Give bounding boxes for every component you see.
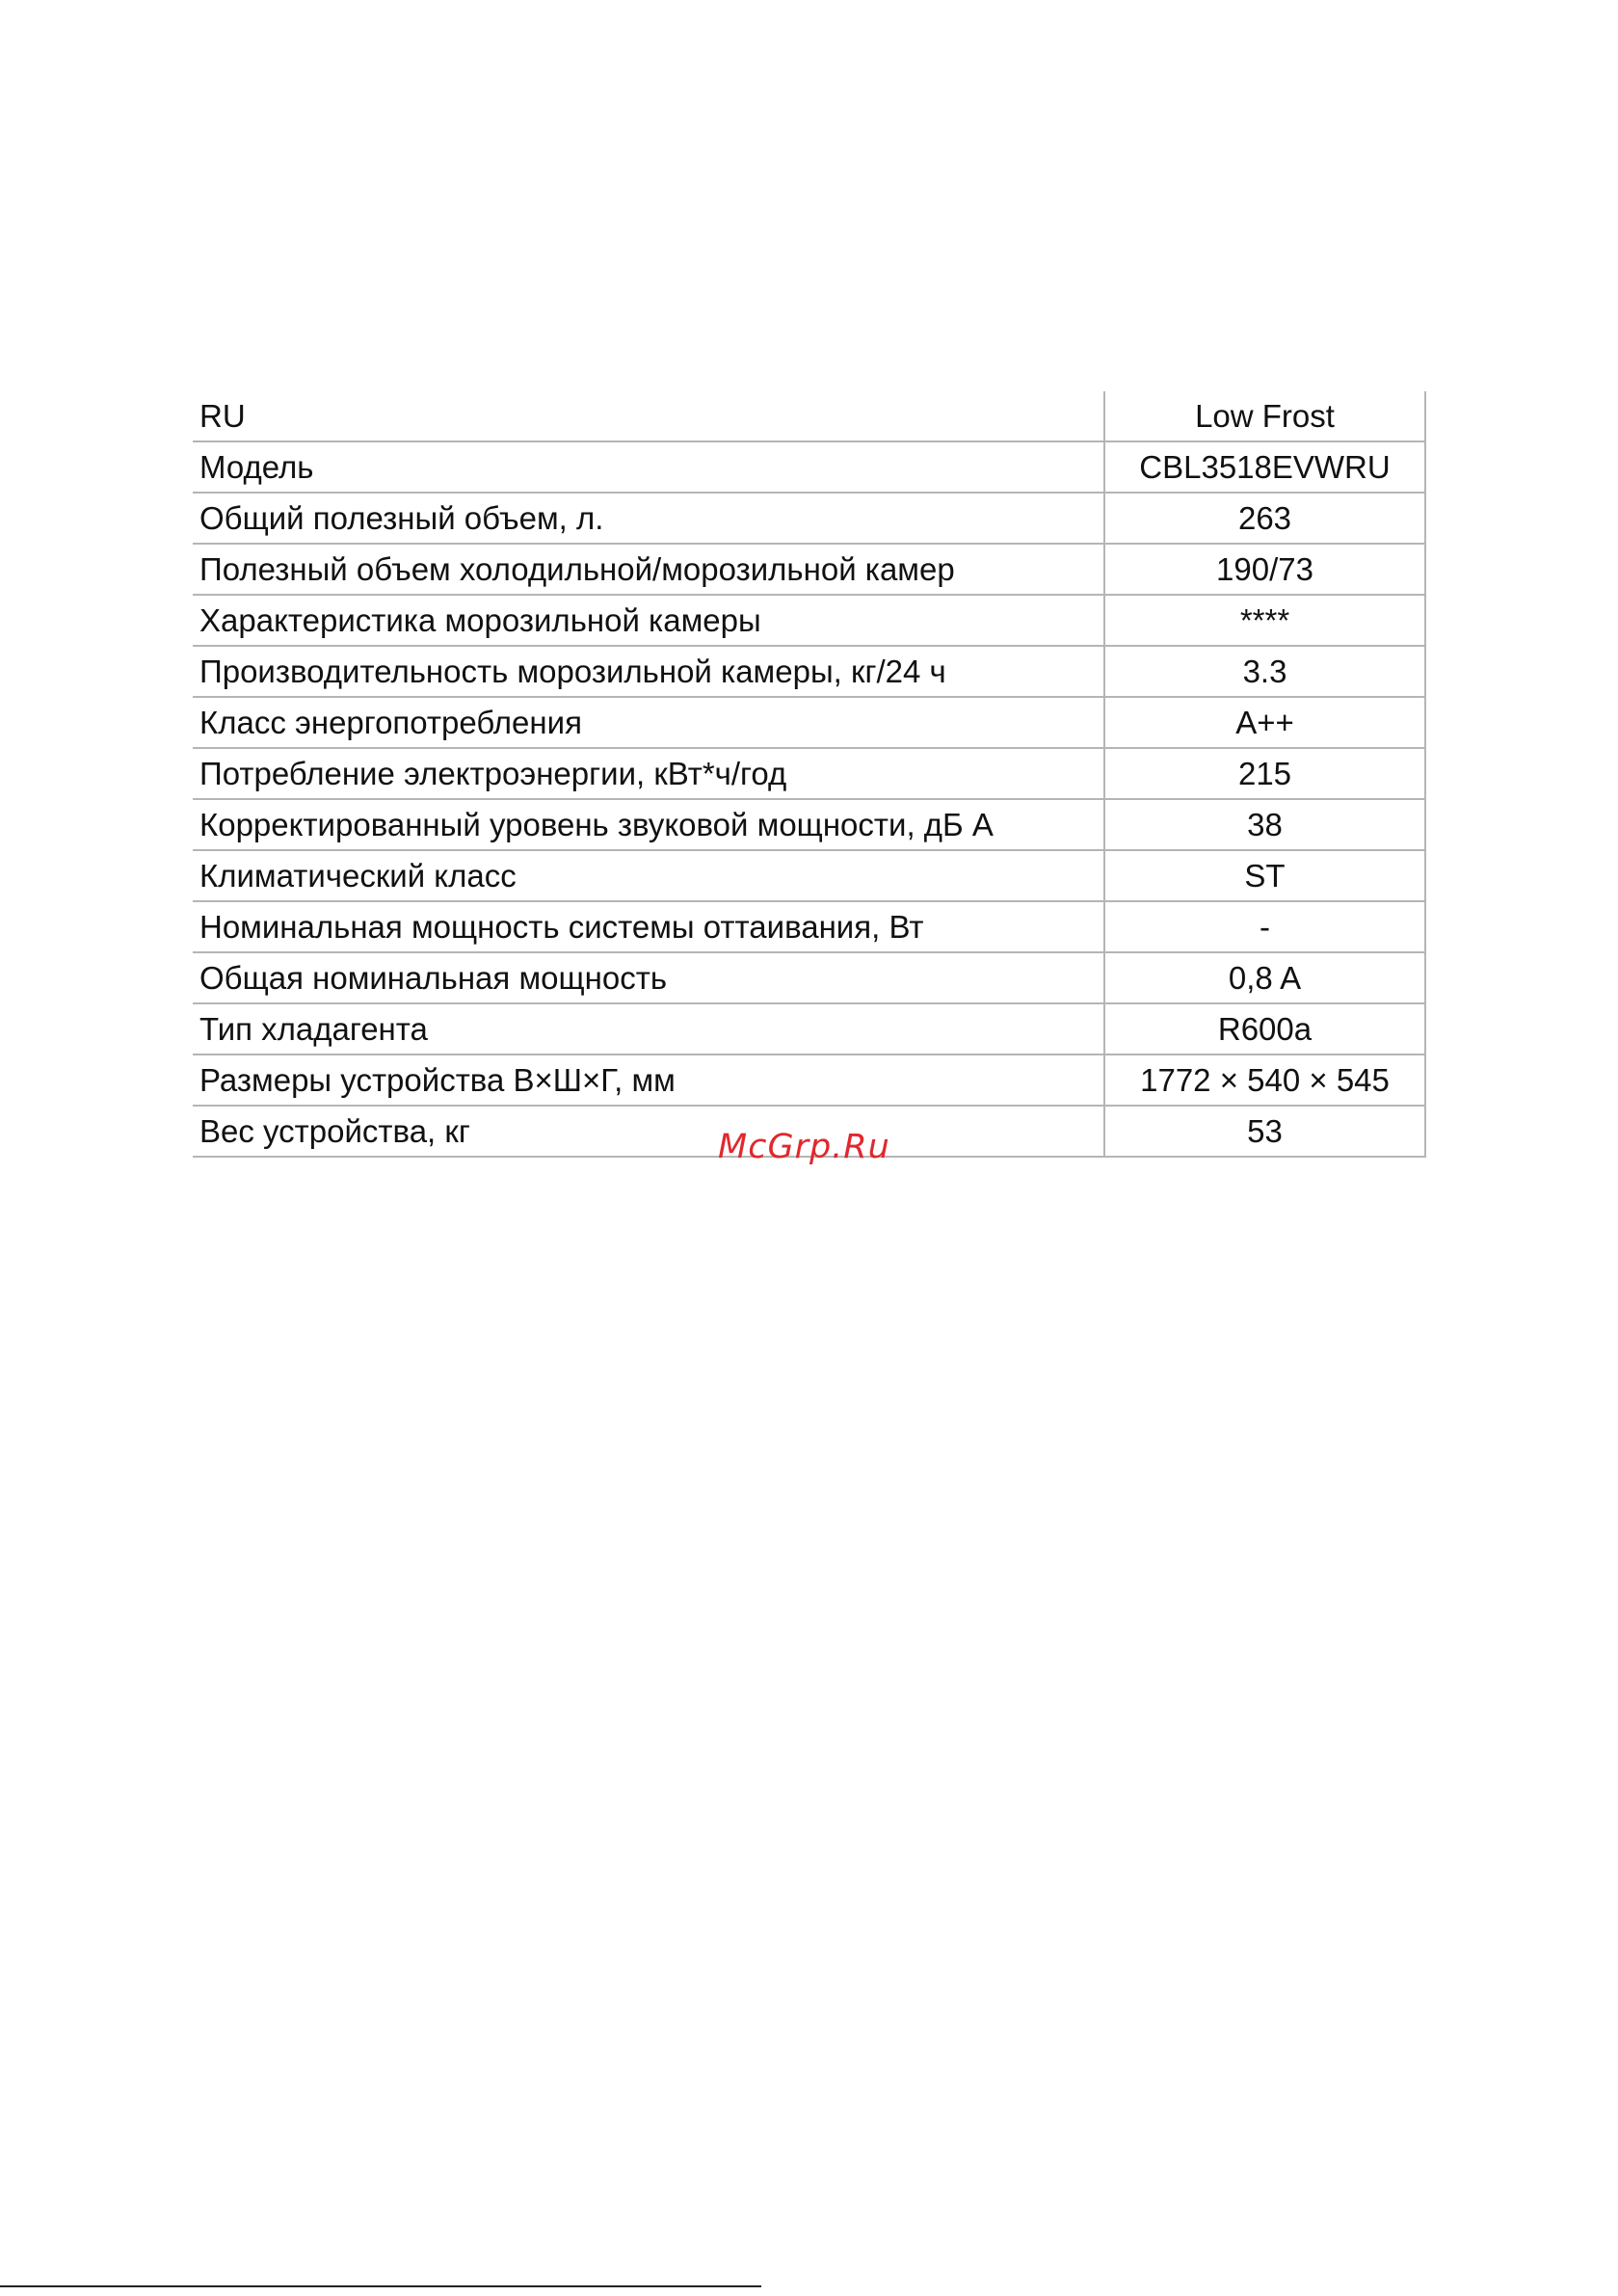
table-row (193, 493, 1425, 544)
table-row (193, 1003, 1425, 1055)
spec-value: **** (1104, 595, 1425, 646)
table-row (193, 646, 1425, 697)
spec-label: Потребление электроэнергии, кВт*ч/год (193, 748, 1104, 799)
spec-value: 263 (1104, 493, 1425, 544)
watermark-text: McGrp.Ru (718, 1128, 890, 1166)
spec-label: Размеры устройства В×Ш×Г, мм (193, 1055, 1104, 1106)
spec-value: 215 (1104, 748, 1425, 799)
spec-value: - (1104, 901, 1425, 952)
table-row (193, 697, 1425, 748)
spec-value: 190/73 (1104, 544, 1425, 595)
table-row (193, 748, 1425, 799)
table-header-row (193, 391, 1425, 441)
spec-label: Модель (193, 441, 1104, 493)
spec-value: 0,8 A (1104, 952, 1425, 1003)
spec-label: Номинальная мощность системы оттаивания, Вт (193, 901, 1104, 952)
spec-value: CBL3518EVWRU (1104, 441, 1425, 493)
spec-label: Тип хладагента (193, 1003, 1104, 1055)
spec-label: Полезный объем холодильной/морозильной камер (193, 544, 1104, 595)
spec-label: Климатический класс (193, 850, 1104, 901)
table-row (193, 544, 1425, 595)
table-row (193, 799, 1425, 850)
spec-label: Класс энергопотребления (193, 697, 1104, 748)
table-row (193, 441, 1425, 493)
spec-label: Вес устройства, кг (193, 1106, 1104, 1157)
spec-value: 38 (1104, 799, 1425, 850)
spec-label: Корректированный уровень звуковой мощности, дБ А (193, 799, 1104, 850)
table-row (193, 952, 1425, 1003)
spec-value: ST (1104, 850, 1425, 901)
spec-value: R600a (1104, 1003, 1425, 1055)
spec-value: 3.3 (1104, 646, 1425, 697)
spec-label: Характеристика морозильной камеры (193, 595, 1104, 646)
table-row (193, 901, 1425, 952)
spec-value: A++ (1104, 697, 1425, 748)
specifications-table (193, 391, 1426, 1158)
header-product-type: Low Frost (1104, 391, 1425, 441)
table-row (193, 595, 1425, 646)
table-row (193, 850, 1425, 901)
spec-label: Производительность морозильной камеры, кг/24 ч (193, 646, 1104, 697)
header-language-label: RU (199, 398, 246, 434)
spec-label: Общий полезный объем, л. (193, 493, 1104, 544)
spec-label: Общая номинальная мощность (193, 952, 1104, 1003)
spec-value: 1772 × 540 × 545 (1104, 1055, 1425, 1106)
table-row (193, 1055, 1425, 1106)
spec-value: 53 (1104, 1106, 1425, 1157)
footnote-divider (0, 2285, 761, 2287)
